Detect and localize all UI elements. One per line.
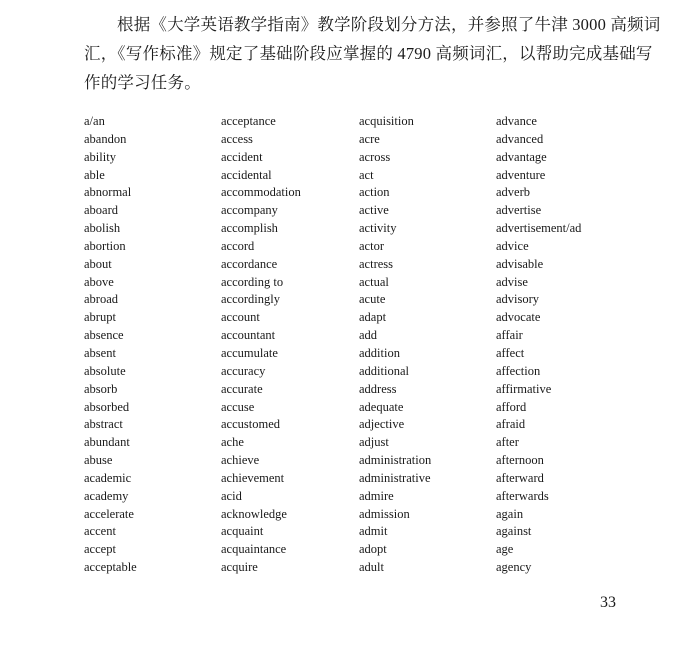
word-item: adopt [359, 542, 387, 557]
word-item: accountant [221, 328, 276, 343]
word-item: advertise [496, 203, 542, 218]
word-item: afraid [496, 417, 526, 432]
word-item: acre [359, 131, 380, 146]
word-item: actress [359, 256, 394, 271]
word-item: act [359, 167, 374, 182]
word-item: admire [359, 488, 394, 503]
word-item: active [359, 203, 389, 218]
word-item: additional [359, 363, 409, 378]
word-item: access [221, 131, 253, 146]
word-item: again [496, 506, 524, 521]
word-item: agency [496, 560, 532, 575]
word-item: accuracy [221, 363, 266, 378]
word-item: admit [359, 524, 388, 539]
word-item: administration [359, 453, 432, 468]
word-item: accustomed [221, 417, 281, 432]
word-item: absorbed [84, 399, 130, 414]
word-column-4 [496, 113, 581, 577]
word-item: abnormal [84, 185, 132, 200]
word-item: acquisition [359, 114, 414, 128]
word-item: advocate [496, 310, 541, 325]
word-item: advance [496, 114, 537, 128]
word-item: accuse [221, 399, 255, 414]
word-item: abrupt [84, 310, 116, 325]
word-item: acceptance [221, 114, 276, 128]
intro-line-2: 汇，《写作标准》规定了基础阶段应掌握的 4790 高频词汇，以帮助完成基础写 [84, 44, 653, 63]
word-item: accordance [221, 256, 278, 271]
word-item: add [359, 328, 378, 343]
word-item: action [359, 185, 390, 200]
word-item: actual [359, 274, 389, 289]
word-item: acquire [221, 560, 258, 575]
word-item: aboard [84, 203, 119, 218]
word-item: about [84, 256, 112, 271]
word-item: after [496, 435, 519, 450]
word-item: affect [496, 345, 525, 360]
word-item: accommodation [221, 185, 301, 200]
word-item: acute [359, 292, 386, 307]
word-item: adult [359, 560, 384, 575]
word-item: according to [221, 274, 284, 289]
word-item: advertisement/ad [496, 221, 582, 236]
word-item: acquaint [221, 524, 264, 539]
word-item: accurate [221, 381, 263, 396]
word-item: ability [84, 149, 116, 164]
word-item: absent [84, 345, 116, 360]
word-item: absolute [84, 363, 126, 378]
word-item: advice [496, 238, 529, 253]
word-item: abstract [84, 417, 123, 432]
word-item: academy [84, 488, 129, 503]
word-item: above [84, 274, 114, 289]
word-item: accidental [221, 167, 272, 182]
word-item: accomplish [221, 221, 278, 236]
word-item: accord [221, 238, 255, 253]
word-item: activity [359, 221, 397, 236]
word-item: actor [359, 238, 384, 253]
word-item: achievement [221, 470, 285, 485]
word-item: accordingly [221, 292, 281, 307]
intro-line-3: 作的学习任务。 [84, 73, 201, 92]
word-item: accumulate [221, 345, 278, 360]
word-item: accelerate [84, 506, 134, 521]
word-item: adjective [359, 417, 405, 432]
word-item: adapt [359, 310, 387, 325]
word-item: academic [84, 470, 132, 485]
word-item: afford [496, 399, 527, 414]
word-item: account [221, 310, 260, 325]
word-column-3 [359, 113, 431, 577]
word-item: abroad [84, 292, 119, 307]
word-item: age [496, 542, 514, 557]
word-item: addition [359, 345, 400, 360]
word-item: abuse [84, 453, 113, 468]
word-item: abortion [84, 238, 126, 253]
word-item: acid [221, 488, 242, 503]
word-item: advantage [496, 149, 547, 164]
word-item: against [496, 524, 532, 539]
word-item: accompany [221, 203, 278, 218]
word-item: absence [84, 328, 124, 343]
word-item: abolish [84, 221, 121, 236]
word-item: accent [84, 524, 116, 539]
word-item: acceptable [84, 560, 137, 575]
word-item: adventure [496, 167, 546, 182]
intro-paragraph [84, 10, 661, 97]
word-item: administrative [359, 470, 431, 485]
word-column-2 [221, 113, 301, 577]
word-item: affection [496, 363, 541, 378]
intro-line-1: 根据《大学英语教学指南》教学阶段划分方法，并参照了牛津 3000 高频词 [117, 15, 661, 34]
word-item: absorb [84, 381, 118, 396]
word-item: advisable [496, 256, 544, 271]
word-item: address [359, 381, 397, 396]
word-item: afterward [496, 470, 544, 485]
word-item: acknowledge [221, 506, 287, 521]
page-number: 33 [600, 594, 616, 611]
word-item: ache [221, 435, 244, 450]
word-item: a/an [84, 114, 105, 128]
word-item: accident [221, 149, 263, 164]
word-item: across [359, 149, 391, 164]
word-item: advise [496, 274, 528, 289]
word-item: advisory [496, 292, 540, 307]
word-item: achieve [221, 453, 260, 468]
word-item: adverb [496, 185, 531, 200]
word-item: afterwards [496, 488, 549, 503]
word-item: affair [496, 328, 523, 343]
word-item: advanced [496, 131, 544, 146]
word-item: affirmative [496, 381, 552, 396]
word-list [0, 113, 700, 583]
word-item: adequate [359, 399, 404, 414]
word-item: acquaintance [221, 542, 287, 557]
word-item: adjust [359, 435, 389, 450]
word-item: afternoon [496, 453, 544, 468]
word-item: admission [359, 506, 410, 521]
word-column-1 [84, 113, 137, 577]
word-item: able [84, 167, 105, 182]
word-item: accept [84, 542, 116, 557]
word-item: abundant [84, 435, 130, 450]
word-item: abandon [84, 131, 127, 146]
